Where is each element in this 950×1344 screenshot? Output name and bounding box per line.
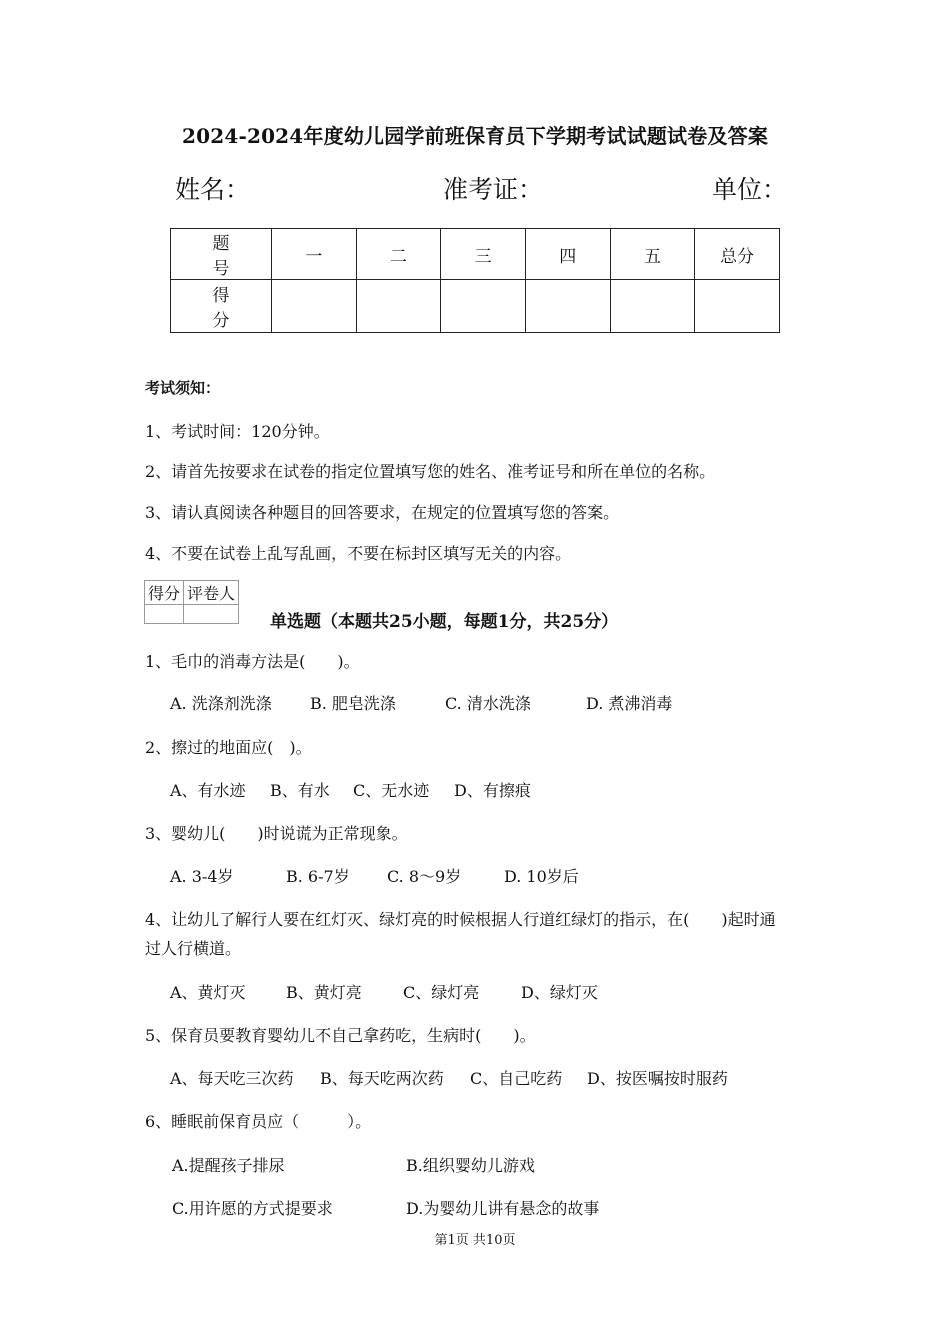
- notice-item: 2、请首先按要求在试卷的指定位置填写您的姓名、准考证号和所在单位的名称。: [145, 462, 716, 481]
- option: A、黄灯灭: [170, 983, 246, 1002]
- score-table: [170, 228, 780, 333]
- option: A. 3-4岁: [170, 867, 234, 886]
- option: B. 6-7岁: [286, 867, 350, 886]
- option: D.为婴幼儿讲有悬念的故事: [406, 1199, 600, 1218]
- grader-box: [144, 580, 239, 624]
- score-table-cell: 五: [610, 229, 695, 280]
- name-field-label: 姓名：: [175, 175, 251, 204]
- option: D. 煮沸消毒: [586, 694, 673, 713]
- page-footer: 第1页 共10页: [434, 1233, 516, 1248]
- option: B. 肥皂洗涤: [310, 694, 396, 713]
- score-row-label: 得 分: [171, 280, 272, 333]
- notice-heading: 考试须知：: [145, 379, 221, 397]
- score-entry-cell: [695, 280, 780, 333]
- notice-item: 4、不要在试卷上乱写乱画，不要在标封区填写无关的内容。: [145, 544, 572, 563]
- exam-id-field-label: 准考证：: [443, 175, 544, 204]
- option: D、有擦痕: [454, 781, 531, 800]
- option: D. 10岁后: [504, 867, 579, 886]
- score-entry-cell: [525, 280, 610, 333]
- document-title: 2024-2024年度幼儿园学前班保育员下学期考试试题试卷及答案: [181, 124, 769, 148]
- score-entry-cell: [356, 280, 441, 333]
- score-table-cell: 四: [525, 229, 610, 280]
- grader-score-cell: [145, 605, 184, 624]
- score-table-cell: 总分: [695, 229, 780, 280]
- grader-score-label: 得分: [145, 581, 184, 605]
- score-table-cell: 三: [441, 229, 526, 280]
- grader-reviewer-label: 评卷人: [184, 581, 239, 605]
- question-2: 2、擦过的地面应( )。: [145, 738, 312, 757]
- notice-item: 1、考试时间：120分钟。: [145, 422, 330, 441]
- option: C. 8～9岁: [387, 867, 462, 886]
- option: B、每天吃两次药: [320, 1069, 444, 1088]
- option: B、有水: [270, 781, 330, 800]
- option: C. 清水洗涤: [445, 694, 531, 713]
- option: C.用许愿的方式提要求: [172, 1199, 333, 1218]
- grader-reviewer-cell: [184, 605, 239, 624]
- option: A.提醒孩子排尿: [172, 1156, 285, 1175]
- score-table-cell: 题 号: [171, 229, 272, 280]
- question-3: 3、婴幼儿( )时说谎为正常现象。: [145, 824, 408, 843]
- option: D、按医嘱按时服药: [587, 1069, 728, 1088]
- option: B.组织婴幼儿游戏: [406, 1156, 535, 1175]
- score-table-score-row: [171, 280, 780, 333]
- option: A、有水迹: [170, 781, 246, 800]
- option: D、绿灯灭: [521, 983, 598, 1002]
- score-table-cell: 二: [356, 229, 441, 280]
- option: A、每天吃三次药: [170, 1069, 294, 1088]
- section-title: 单选题（本题共25小题，每题1分，共25分）: [270, 612, 619, 632]
- question-4-line-1: 4、让幼儿了解行人要在红灯灭、绿灯亮的时候根据人行道红绿灯的指示，在( )起时通: [145, 910, 776, 929]
- score-entry-cell: [610, 280, 695, 333]
- question-6: 6、睡眠前保育员应（ ）。: [145, 1112, 372, 1131]
- option: B、黄灯亮: [286, 983, 362, 1002]
- option: C、绿灯亮: [403, 983, 480, 1002]
- question-1: 1、毛巾的消毒方法是( )。: [145, 652, 360, 671]
- question-5: 5、保育员要教育婴幼儿不自己拿药吃，生病时( )。: [145, 1026, 536, 1045]
- option: C、自己吃药: [470, 1069, 563, 1088]
- score-table-cell: 一: [272, 229, 357, 280]
- question-4-line-2: 过人行横道。: [145, 939, 242, 958]
- notice-item: 3、请认真阅读各种题目的回答要求，在规定的位置填写您的答案。: [145, 503, 620, 522]
- option: A. 洗涤剂洗涤: [170, 694, 272, 713]
- option: C、无水迹: [353, 781, 430, 800]
- unit-field-label: 单位：: [712, 175, 788, 204]
- score-entry-cell: [441, 280, 526, 333]
- score-table-header-row: [171, 229, 780, 280]
